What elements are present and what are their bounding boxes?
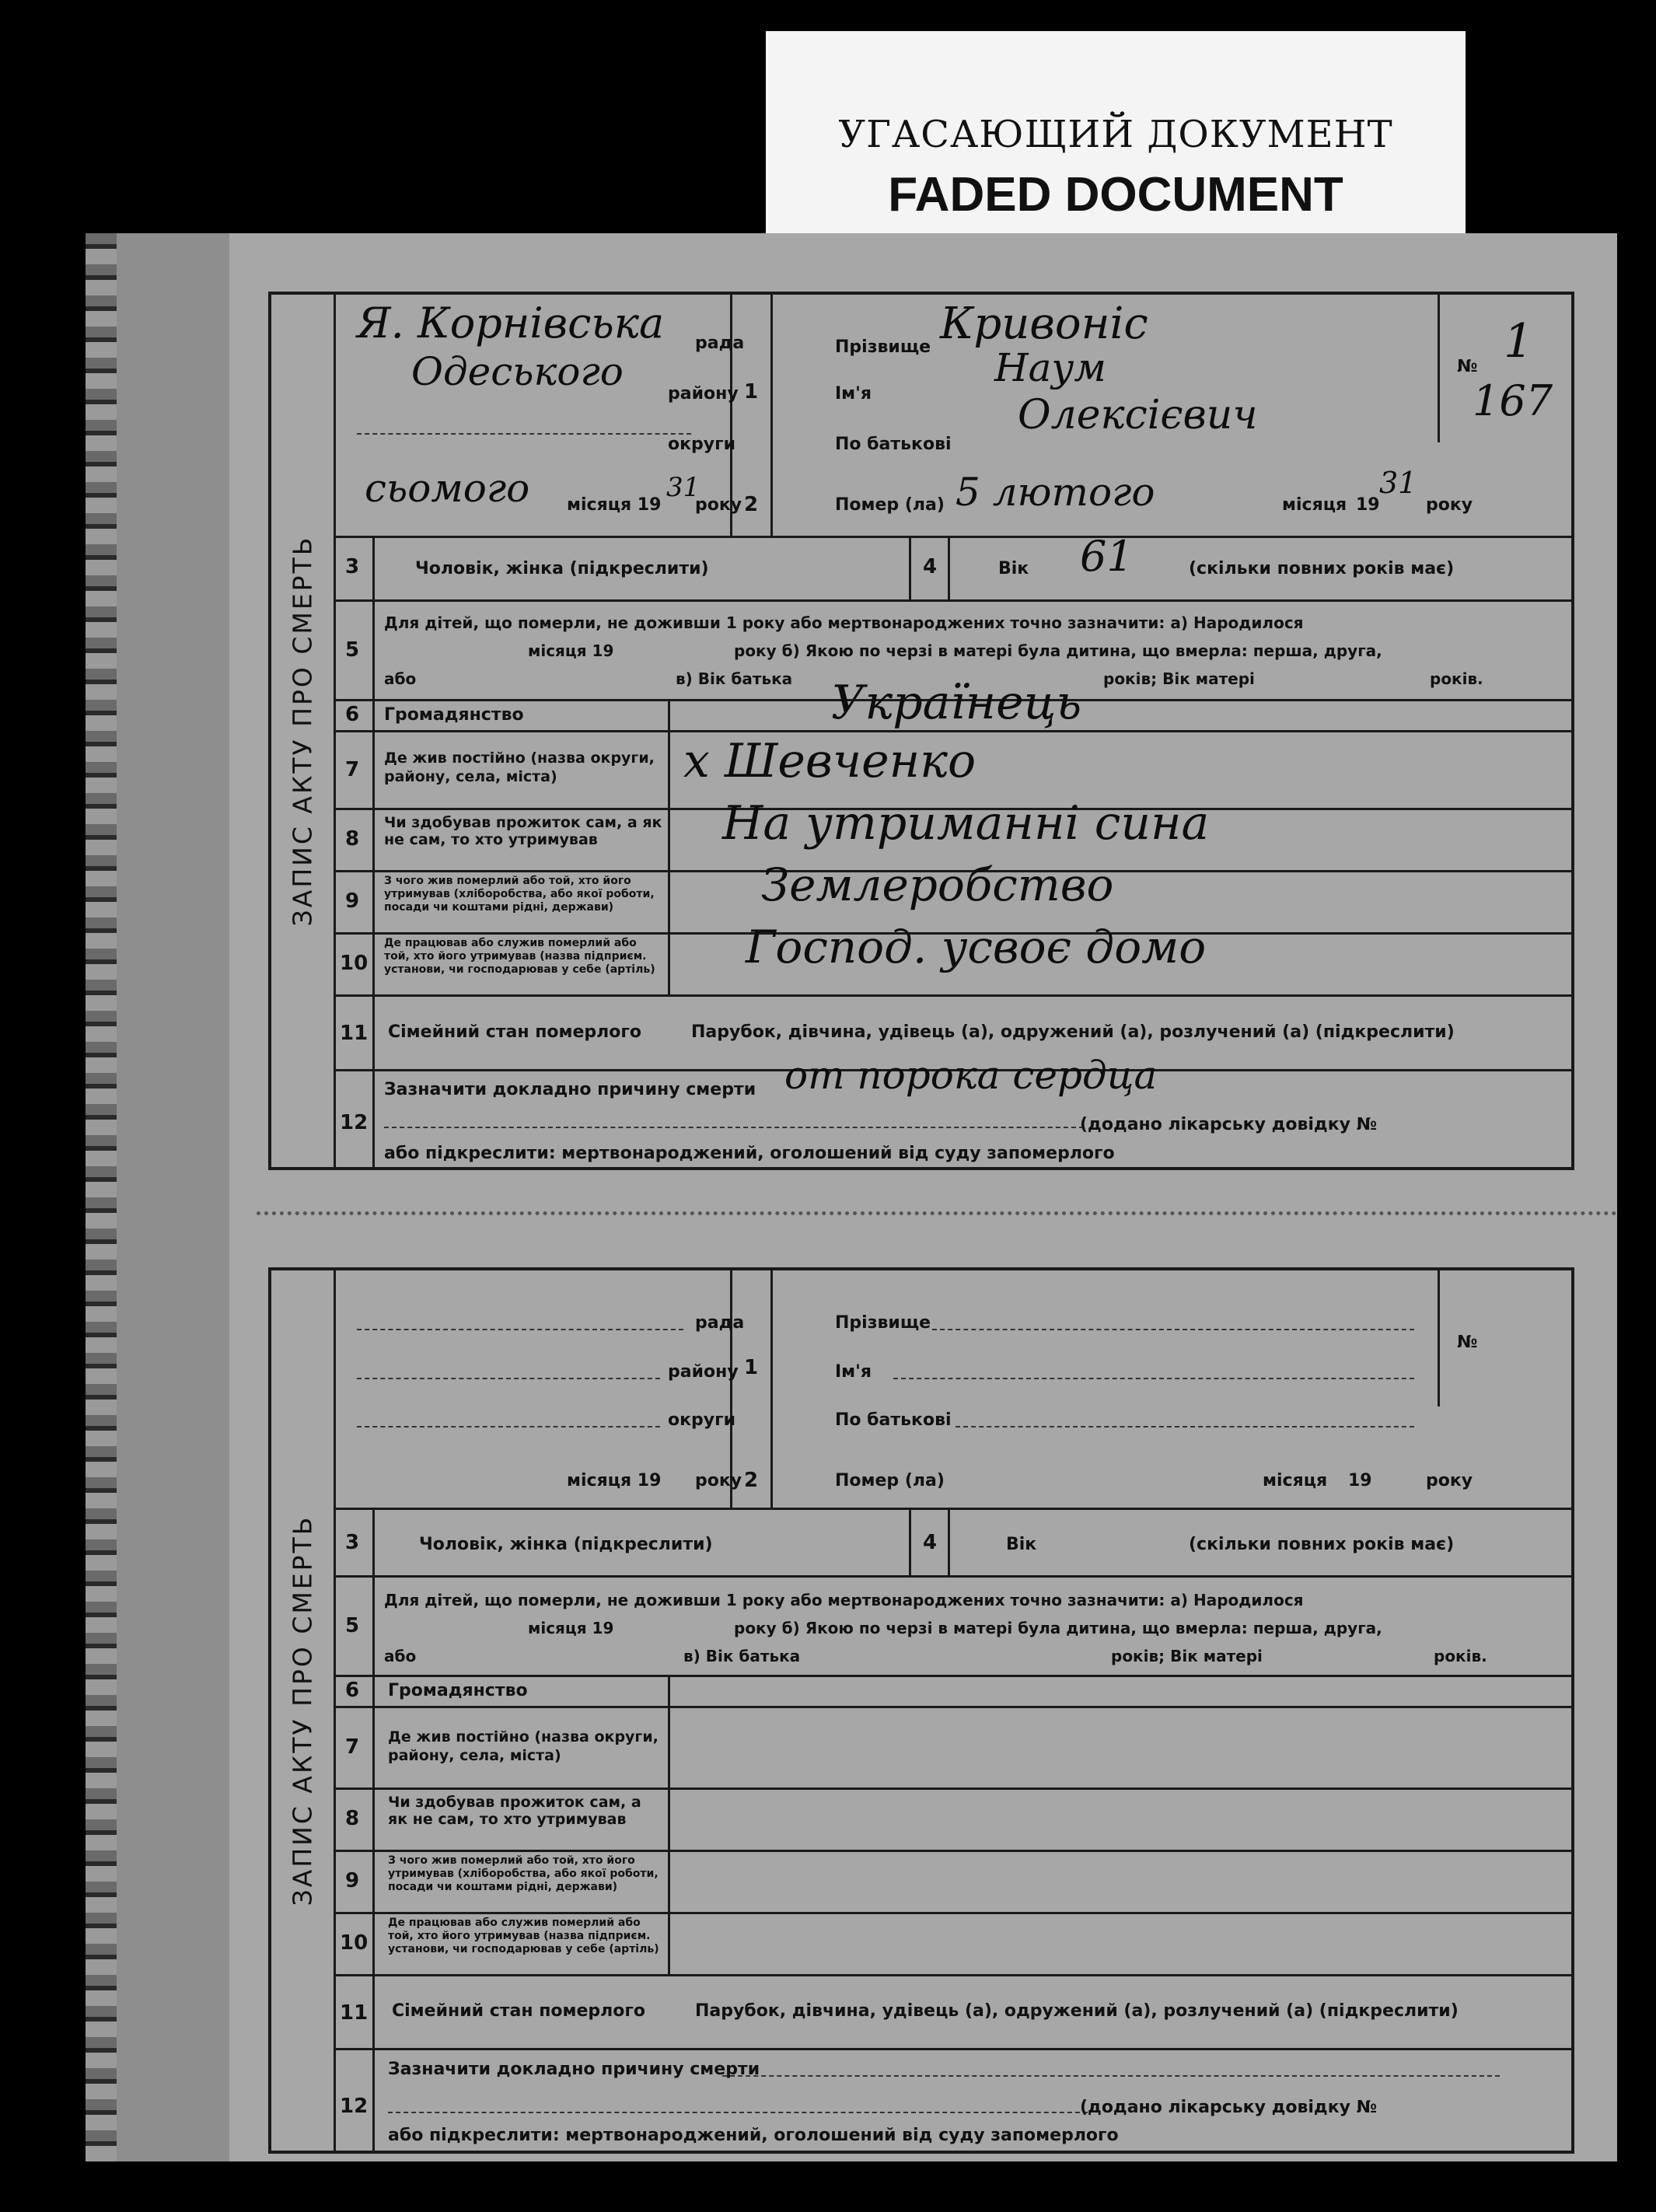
row2-number-3: 3	[345, 1531, 360, 1554]
year-label-2: року	[695, 1471, 742, 1490]
row2-number-8: 8	[345, 1807, 360, 1830]
livelihood-label-2: Чи здобував прожиток сам, а як не сам, то хто утримував	[388, 1794, 641, 1828]
binding-strip	[117, 233, 241, 2161]
age-label: Вік	[998, 559, 1029, 578]
stillborn-note-2: або підкреслити: мертвонароджений, оголошений від суду запомерлого	[388, 2126, 1119, 2145]
side-title	[271, 295, 336, 1167]
number2-handwritten: 167	[1473, 376, 1553, 425]
row2-number-4: 4	[923, 1531, 938, 1554]
number-label-2: №	[1457, 1333, 1478, 1352]
label-line-ru: УГАСАЮЩИЙ ДОКУМЕНТ	[838, 113, 1393, 156]
label-line-en: FADED DOCUMENT	[888, 168, 1343, 222]
residence-label-2: Де жив постійно (назва округи, району, села, міста)	[388, 1728, 659, 1764]
row-number-8: 8	[345, 827, 360, 851]
sex-label-2: Чоловік, жінка (підкреслити)	[419, 1535, 713, 1554]
died-label-2: Помер (ла)	[835, 1471, 945, 1490]
children-text-b2: місяця 19	[528, 1619, 614, 1637]
year2-label: року	[1426, 495, 1473, 515]
okrug-label: округи	[668, 435, 736, 454]
surname-label-2: Прізвище	[835, 1313, 931, 1333]
row2-number-2: 2	[744, 1469, 759, 1492]
year2-label-2: року	[1426, 1471, 1473, 1490]
livelihood-handwritten: На утриманні сина	[722, 796, 1210, 851]
row2-number-6: 6	[345, 1679, 360, 1702]
row2-number-5: 5	[345, 1614, 360, 1637]
row-number-5: 5	[345, 638, 360, 662]
certificate-label-2: (додано лікарську довідку №	[1080, 2098, 1378, 2117]
rada-label: рада	[695, 334, 745, 353]
perforation-line	[257, 1211, 1617, 1215]
livelihood-label: Чи здобував прожиток сам, а як не сам, то хто утримував	[384, 814, 662, 848]
row2-number-10: 10	[340, 1931, 369, 1955]
children-text-3: року б) Якою по черзі в матері була дитина, що вмерла: перша, друга,	[734, 641, 1382, 660]
children-text: Для дітей, що померли, не доживши 1 року або мертвонароджених точно зазначити: а) Народилося	[384, 613, 1304, 632]
marital-options: Парубок, дівчина, удівець (а), одружений (а), розлучений (а) (підкреслити)	[691, 1022, 1455, 1042]
row-number-10: 10	[340, 952, 369, 975]
marital-label: Сімейний стан померлого	[388, 1022, 641, 1042]
month-label: місяця 19	[567, 495, 662, 515]
rada-handwritten: Я. Корнівська	[357, 299, 665, 348]
month2-label-2: місяця	[1263, 1471, 1328, 1490]
row-number-1: 1	[744, 380, 759, 404]
marital-options-2: Парубок, дівчина, удівець (а), одружений (а), розлучений (а) (підкреслити)	[695, 2001, 1459, 2021]
side-title-text: ЗАПИС АКТУ ПРО СМЕРТЬ	[287, 535, 318, 927]
death-record-form-1	[268, 292, 1574, 1170]
number-handwritten: 1	[1504, 314, 1534, 369]
sex-label: Чоловік, жінка (підкреслити)	[415, 559, 709, 578]
children-text-b3: року б) Якою по черзі в матері була дитина, що вмерла: перша, друга,	[734, 1619, 1382, 1637]
stillborn-note: або підкреслити: мертвонароджений, оголошений від суду запомерлого	[384, 1144, 1115, 1163]
cause-label-2: Зазначити докладно причину смерти	[388, 2060, 760, 2079]
row-number-12: 12	[340, 1111, 369, 1134]
certificate-label: (додано лікарську довідку №	[1080, 1115, 1378, 1134]
children-text-b5: в) Вік батька	[683, 1647, 801, 1665]
children-text-7: років.	[1430, 669, 1483, 688]
patronymic-label-2: По батькові	[835, 1410, 952, 1430]
surname-handwritten: Кривоніс	[940, 299, 1148, 349]
patronymic-label: По батькові	[835, 435, 952, 454]
patronymic-handwritten: Олексієвич	[1018, 392, 1258, 439]
row-number-6: 6	[345, 703, 360, 726]
okrug-label-2: округи	[668, 1410, 736, 1430]
work-label-2: Де працював або служив померлий або той, хто його утримував (назва підприєм. установи, чи господарював у себе (артіль)	[388, 1917, 659, 1955]
income-label-2: З чого жив померлий або той, хто його утримував (хліборобства, або якої роботи, посади чи коштами рідні, держави)	[388, 1854, 659, 1893]
income-label: З чого жив померлий або той, хто його утримував (хліборобства, або якої роботи, посади чи коштами рідні, держави)	[384, 875, 655, 914]
row2-number-7: 7	[345, 1735, 360, 1759]
raion-label-2: району	[668, 1362, 739, 1382]
name-label-2: Ім'я	[835, 1362, 872, 1382]
age-note-2: (скільки повних років має)	[1189, 1535, 1455, 1554]
marital-label-2: Сімейний стан померлого	[392, 2001, 645, 2021]
month2-label: місяця	[1282, 495, 1347, 515]
citizenship-label-2: Громадянство	[388, 1681, 528, 1700]
citizenship-label: Громадянство	[384, 705, 524, 725]
year-handwritten: 31	[666, 472, 700, 503]
year19-label: 19	[1356, 495, 1380, 515]
date-handwritten: сьомого	[365, 466, 530, 511]
faded-document-label	[766, 31, 1466, 233]
row-number-11: 11	[340, 1022, 369, 1045]
row2-number-9: 9	[345, 1869, 360, 1892]
name-handwritten: Наум	[994, 345, 1106, 390]
row-number-9: 9	[345, 889, 360, 913]
row-number-4: 4	[923, 555, 938, 578]
residence-label: Де жив постійно (назва округи, району, села, міста)	[384, 750, 655, 785]
side-title-text-2: ЗАПИС АКТУ ПРО СМЕРТЬ	[287, 1515, 318, 1906]
children-text-6: років; Вік матері	[1103, 669, 1255, 688]
work-handwritten: Господ. усвоє домо	[746, 921, 1207, 973]
children-text-b6: років; Вік матері	[1111, 1647, 1263, 1665]
age-label-2: Вік	[1006, 1535, 1037, 1554]
children-text-5: в) Вік батька	[676, 669, 793, 688]
children-text-2: місяця 19	[528, 641, 614, 660]
children-text-4: або	[384, 669, 417, 688]
cause-label: Зазначити докладно причину смерти	[384, 1080, 756, 1099]
year-label: року	[695, 495, 742, 515]
row2-number-12: 12	[340, 2095, 369, 2118]
raion-label: району	[668, 384, 739, 404]
work-label: Де працював або служив померлий або той, хто його утримував (назва підприєм. установи, чи господарював у себе (артіль)	[384, 937, 655, 976]
income-handwritten: Землеробство	[761, 858, 1114, 911]
row-number-2: 2	[744, 493, 759, 516]
children-text-b4: або	[384, 1647, 417, 1665]
children-text-b7: років.	[1434, 1647, 1487, 1665]
row-number-3: 3	[345, 555, 360, 578]
death-year-handwritten: 31	[1379, 466, 1417, 500]
row2-number-11: 11	[340, 2001, 369, 2025]
row2-number-1: 1	[744, 1356, 759, 1379]
side-title-2	[271, 1270, 336, 2151]
children-text-b: Для дітей, що померли, не доживши 1 року або мертвонароджених точно зазначити: а) Народилося	[384, 1591, 1304, 1609]
month-label-2: місяця 19	[567, 1471, 662, 1490]
death-record-form-2	[268, 1267, 1574, 2154]
cause-handwritten: от порока сердца	[784, 1053, 1158, 1098]
age-handwritten: 61	[1080, 532, 1134, 581]
name-label: Ім'я	[835, 384, 872, 404]
rada-label-2: рада	[695, 1313, 745, 1333]
citizenship-handwritten: Українець	[831, 676, 1082, 730]
death-day-handwritten: 5 лютого	[956, 470, 1155, 515]
died-label: Помер (ла)	[835, 495, 945, 515]
residence-handwritten: х Шевченко	[683, 734, 976, 788]
surname-label: Прізвище	[835, 337, 931, 357]
age-note: (скільки повних років має)	[1189, 559, 1455, 578]
year19-label-2: 19	[1348, 1471, 1372, 1490]
number-label: №	[1457, 357, 1478, 376]
row-number-7: 7	[345, 758, 360, 781]
raion-handwritten: Одеського	[411, 349, 624, 394]
